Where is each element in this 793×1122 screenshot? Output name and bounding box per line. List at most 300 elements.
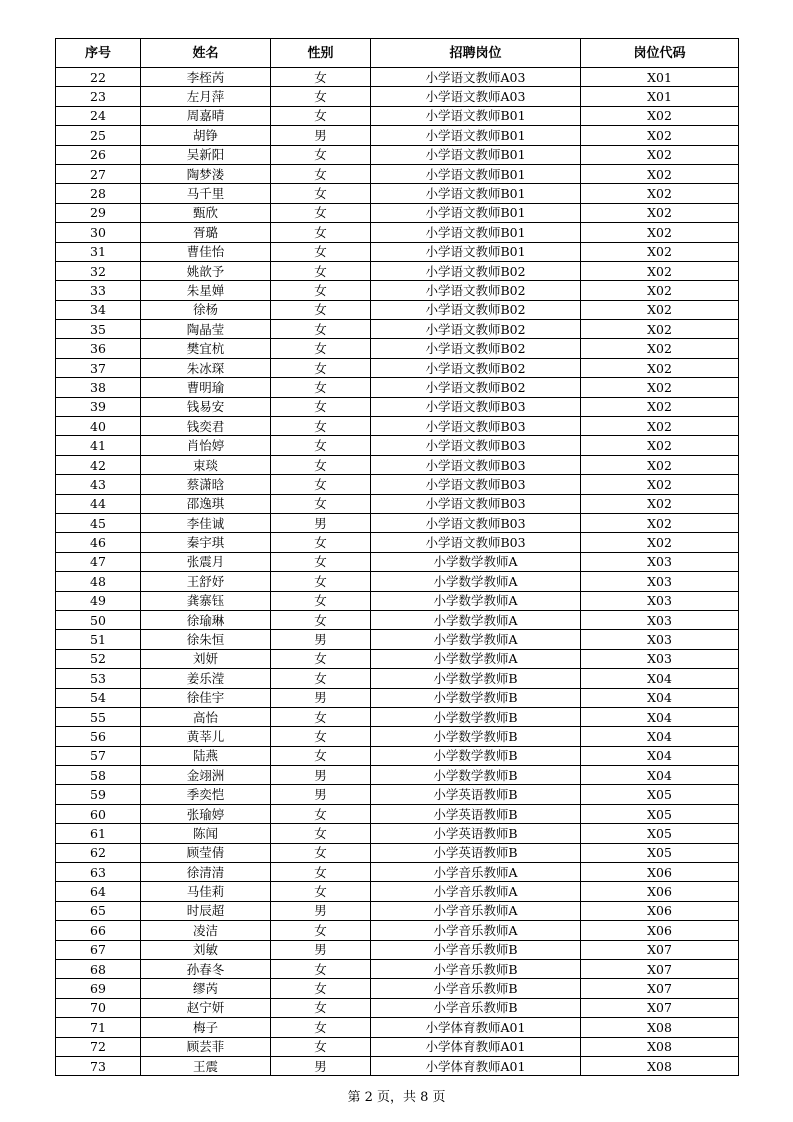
cell-code: X03: [581, 591, 739, 610]
header-gender: 性别: [271, 39, 371, 68]
cell-position: 小学数学教师B: [371, 727, 581, 746]
cell-gender: 女: [271, 804, 371, 823]
cell-position: 小学音乐教师B: [371, 959, 581, 978]
cell-code: X02: [581, 320, 739, 339]
cell-name: 张震月: [141, 552, 271, 571]
cell-code: X02: [581, 475, 739, 494]
cell-name: 马千里: [141, 184, 271, 203]
cell-gender: 女: [271, 203, 371, 222]
cell-seq: 29: [56, 203, 141, 222]
cell-seq: 52: [56, 649, 141, 668]
table-row: [56, 436, 739, 455]
cell-gender: 女: [271, 87, 371, 106]
cell-position: 小学体育教师A01: [371, 1056, 581, 1075]
cell-name: 陶梦溇: [141, 164, 271, 183]
table-row: [56, 669, 739, 688]
cell-position: 小学英语教师B: [371, 804, 581, 823]
cell-seq: 66: [56, 921, 141, 940]
cell-position: 小学语文教师B03: [371, 397, 581, 416]
cell-position: 小学语文教师B03: [371, 436, 581, 455]
table-row: [56, 610, 739, 629]
table-row: [56, 959, 739, 978]
cell-seq: 53: [56, 669, 141, 688]
cell-gender: 女: [271, 281, 371, 300]
cell-gender: 女: [271, 533, 371, 552]
cell-position: 小学语文教师B01: [371, 223, 581, 242]
header-row: [56, 39, 739, 68]
cell-seq: 63: [56, 863, 141, 882]
table-row: [56, 261, 739, 280]
table-row: [56, 145, 739, 164]
cell-name: 左月萍: [141, 87, 271, 106]
cell-name: 王舒妤: [141, 572, 271, 591]
table-row: [56, 242, 739, 261]
cell-name: 徐瑜琳: [141, 610, 271, 629]
cell-gender: 女: [271, 552, 371, 571]
cell-position: 小学语文教师A03: [371, 87, 581, 106]
cell-position: 小学英语教师B: [371, 785, 581, 804]
cell-name: 徐清清: [141, 863, 271, 882]
cell-position: 小学语文教师B02: [371, 339, 581, 358]
cell-gender: 女: [271, 843, 371, 862]
cell-position: 小学语文教师B02: [371, 378, 581, 397]
table-row: [56, 475, 739, 494]
cell-seq: 33: [56, 281, 141, 300]
cell-name: 赵宁妍: [141, 998, 271, 1017]
cell-position: 小学语文教师B01: [371, 164, 581, 183]
table-row: [56, 785, 739, 804]
cell-name: 季奕恺: [141, 785, 271, 804]
cell-code: X02: [581, 417, 739, 436]
cell-position: 小学数学教师B: [371, 688, 581, 707]
table-row: [56, 300, 739, 319]
cell-code: X01: [581, 87, 739, 106]
cell-gender: 女: [271, 320, 371, 339]
cell-gender: 女: [271, 145, 371, 164]
cell-gender: 女: [271, 882, 371, 901]
table-row: [56, 164, 739, 183]
cell-seq: 30: [56, 223, 141, 242]
cell-code: X06: [581, 901, 739, 920]
cell-position: 小学语文教师B01: [371, 203, 581, 222]
cell-seq: 59: [56, 785, 141, 804]
cell-position: 小学语文教师B03: [371, 475, 581, 494]
cell-gender: 女: [271, 669, 371, 688]
cell-position: 小学音乐教师B: [371, 940, 581, 959]
cell-code: X02: [581, 145, 739, 164]
cell-seq: 51: [56, 630, 141, 649]
cell-position: 小学音乐教师A: [371, 882, 581, 901]
cell-code: X05: [581, 843, 739, 862]
cell-name: 胥璐: [141, 223, 271, 242]
table-row: [56, 397, 739, 416]
cell-gender: 女: [271, 921, 371, 940]
cell-name: 黄莘儿: [141, 727, 271, 746]
cell-position: 小学数学教师B: [371, 669, 581, 688]
cell-position: 小学语文教师B03: [371, 417, 581, 436]
cell-position: 小学语文教师B02: [371, 358, 581, 377]
table-row: [56, 863, 739, 882]
cell-position: 小学语文教师A03: [371, 68, 581, 87]
cell-code: X05: [581, 824, 739, 843]
cell-gender: 女: [271, 591, 371, 610]
cell-name: 钱奕君: [141, 417, 271, 436]
table-row: [56, 591, 739, 610]
table-row: [56, 358, 739, 377]
cell-position: 小学语文教师B03: [371, 533, 581, 552]
table-row: [56, 417, 739, 436]
cell-seq: 54: [56, 688, 141, 707]
cell-code: X02: [581, 164, 739, 183]
cell-seq: 26: [56, 145, 141, 164]
cell-gender: 男: [271, 126, 371, 145]
table-row: [56, 378, 739, 397]
table-row: [56, 87, 739, 106]
table-row: [56, 707, 739, 726]
table-row: [56, 339, 739, 358]
cell-seq: 25: [56, 126, 141, 145]
cell-code: X02: [581, 242, 739, 261]
cell-position: 小学语文教师B03: [371, 455, 581, 474]
cell-seq: 38: [56, 378, 141, 397]
cell-name: 朱星婵: [141, 281, 271, 300]
cell-position: 小学音乐教师B: [371, 979, 581, 998]
cell-code: X08: [581, 1018, 739, 1037]
cell-seq: 62: [56, 843, 141, 862]
cell-position: 小学数学教师A: [371, 591, 581, 610]
cell-name: 胡铮: [141, 126, 271, 145]
cell-gender: 女: [271, 164, 371, 183]
cell-seq: 23: [56, 87, 141, 106]
table-row: [56, 727, 739, 746]
table-row: [56, 203, 739, 222]
cell-name: 姜乐滢: [141, 669, 271, 688]
cell-name: 高怡: [141, 707, 271, 726]
table-row: [56, 746, 739, 765]
cell-name: 甄欣: [141, 203, 271, 222]
cell-position: 小学数学教师B: [371, 766, 581, 785]
table-row: [56, 572, 739, 591]
cell-name: 凌洁: [141, 921, 271, 940]
cell-name: 朱冰琛: [141, 358, 271, 377]
cell-code: X01: [581, 68, 739, 87]
cell-code: X02: [581, 378, 739, 397]
cell-gender: 女: [271, 300, 371, 319]
table-row: [56, 766, 739, 785]
cell-seq: 48: [56, 572, 141, 591]
cell-name: 钱易安: [141, 397, 271, 416]
cell-code: X02: [581, 533, 739, 552]
cell-gender: 女: [271, 242, 371, 261]
cell-seq: 69: [56, 979, 141, 998]
cell-code: X06: [581, 921, 739, 940]
table-row: [56, 68, 739, 87]
table-row: [56, 649, 739, 668]
cell-position: 小学英语教师B: [371, 824, 581, 843]
cell-gender: 男: [271, 785, 371, 804]
cell-seq: 50: [56, 610, 141, 629]
cell-name: 周嘉晴: [141, 106, 271, 125]
cell-gender: 女: [271, 106, 371, 125]
cell-position: 小学语文教师B01: [371, 184, 581, 203]
header-position: 招聘岗位: [371, 39, 581, 68]
cell-seq: 22: [56, 68, 141, 87]
cell-seq: 27: [56, 164, 141, 183]
cell-code: X03: [581, 572, 739, 591]
cell-name: 李佳诚: [141, 513, 271, 532]
cell-seq: 37: [56, 358, 141, 377]
cell-seq: 42: [56, 455, 141, 474]
cell-code: X02: [581, 300, 739, 319]
cell-name: 樊宜杭: [141, 339, 271, 358]
cell-gender: 女: [271, 475, 371, 494]
cell-seq: 61: [56, 824, 141, 843]
cell-seq: 71: [56, 1018, 141, 1037]
table-row: [56, 494, 739, 513]
cell-code: X02: [581, 184, 739, 203]
cell-position: 小学数学教师A: [371, 572, 581, 591]
cell-code: X06: [581, 882, 739, 901]
cell-seq: 58: [56, 766, 141, 785]
cell-code: X07: [581, 979, 739, 998]
cell-position: 小学语文教师B01: [371, 145, 581, 164]
cell-code: X04: [581, 669, 739, 688]
cell-name: 肖怡婷: [141, 436, 271, 455]
cell-position: 小学数学教师B: [371, 746, 581, 765]
cell-position: 小学数学教师A: [371, 649, 581, 668]
cell-seq: 64: [56, 882, 141, 901]
table-row: [56, 552, 739, 571]
table-row: [56, 979, 739, 998]
cell-name: 孙春冬: [141, 959, 271, 978]
cell-position: 小学音乐教师B: [371, 998, 581, 1017]
cell-name: 徐杨: [141, 300, 271, 319]
cell-gender: 女: [271, 746, 371, 765]
cell-gender: 男: [271, 630, 371, 649]
cell-position: 小学体育教师A01: [371, 1037, 581, 1056]
roster-table: [55, 38, 739, 1076]
table-row: [56, 281, 739, 300]
table-row: [56, 1037, 739, 1056]
cell-position: 小学语文教师B03: [371, 513, 581, 532]
cell-name: 马佳莉: [141, 882, 271, 901]
cell-name: 邵逸琪: [141, 494, 271, 513]
cell-code: X02: [581, 513, 739, 532]
page-footer: 第 2 页，共 8 页: [347, 1090, 446, 1105]
cell-code: X02: [581, 397, 739, 416]
cell-code: X04: [581, 727, 739, 746]
cell-code: X03: [581, 610, 739, 629]
cell-gender: 女: [271, 572, 371, 591]
cell-position: 小学音乐教师A: [371, 863, 581, 882]
cell-gender: 男: [271, 513, 371, 532]
cell-name: 刘妍: [141, 649, 271, 668]
roster-body: [56, 68, 739, 1076]
cell-code: X04: [581, 688, 739, 707]
table-row: [56, 1056, 739, 1075]
cell-gender: 男: [271, 901, 371, 920]
table-row: [56, 824, 739, 843]
cell-gender: 女: [271, 1018, 371, 1037]
table-row: [56, 804, 739, 823]
cell-gender: 女: [271, 1037, 371, 1056]
cell-gender: 男: [271, 940, 371, 959]
cell-code: X05: [581, 785, 739, 804]
table-row: [56, 533, 739, 552]
cell-code: X02: [581, 261, 739, 280]
table-row: [56, 688, 739, 707]
cell-seq: 57: [56, 746, 141, 765]
cell-seq: 32: [56, 261, 141, 280]
cell-name: 缪芮: [141, 979, 271, 998]
cell-seq: 36: [56, 339, 141, 358]
cell-gender: 女: [271, 397, 371, 416]
cell-name: 吴新阳: [141, 145, 271, 164]
cell-code: X07: [581, 998, 739, 1017]
cell-position: 小学语文教师B01: [371, 126, 581, 145]
cell-gender: 女: [271, 68, 371, 87]
cell-gender: 女: [271, 223, 371, 242]
cell-gender: 女: [271, 727, 371, 746]
cell-seq: 67: [56, 940, 141, 959]
cell-code: X06: [581, 863, 739, 882]
cell-name: 徐朱恒: [141, 630, 271, 649]
header-seq: 序号: [56, 39, 141, 68]
cell-name: 束琰: [141, 455, 271, 474]
cell-gender: 女: [271, 707, 371, 726]
cell-gender: 女: [271, 455, 371, 474]
cell-code: X02: [581, 203, 739, 222]
cell-seq: 73: [56, 1056, 141, 1075]
cell-seq: 60: [56, 804, 141, 823]
cell-name: 李桎芮: [141, 68, 271, 87]
table-row: [56, 106, 739, 125]
cell-name: 曹佳怡: [141, 242, 271, 261]
cell-seq: 45: [56, 513, 141, 532]
cell-name: 顾芸菲: [141, 1037, 271, 1056]
table-row: [56, 455, 739, 474]
table-row: [56, 882, 739, 901]
table-row: [56, 513, 739, 532]
table-row: [56, 1018, 739, 1037]
cell-position: 小学语文教师B02: [371, 281, 581, 300]
cell-gender: 男: [271, 688, 371, 707]
cell-seq: 55: [56, 707, 141, 726]
cell-seq: 28: [56, 184, 141, 203]
cell-seq: 72: [56, 1037, 141, 1056]
cell-position: 小学英语教师B: [371, 843, 581, 862]
cell-code: X02: [581, 339, 739, 358]
table-row: [56, 126, 739, 145]
table-row: [56, 320, 739, 339]
cell-code: X02: [581, 281, 739, 300]
cell-position: 小学语文教师B01: [371, 106, 581, 125]
cell-seq: 44: [56, 494, 141, 513]
cell-gender: 女: [271, 436, 371, 455]
cell-gender: 男: [271, 766, 371, 785]
cell-seq: 34: [56, 300, 141, 319]
cell-code: X03: [581, 649, 739, 668]
table-row: [56, 223, 739, 242]
cell-code: X02: [581, 223, 739, 242]
header-name: 姓名: [141, 39, 271, 68]
cell-seq: 70: [56, 998, 141, 1017]
cell-name: 时辰超: [141, 901, 271, 920]
cell-code: X04: [581, 707, 739, 726]
cell-gender: 女: [271, 184, 371, 203]
cell-code: X02: [581, 126, 739, 145]
cell-name: 梅子: [141, 1018, 271, 1037]
cell-position: 小学数学教师A: [371, 630, 581, 649]
header-code: 岗位代码: [581, 39, 739, 68]
cell-gender: 女: [271, 378, 371, 397]
cell-seq: 31: [56, 242, 141, 261]
cell-position: 小学语文教师B02: [371, 261, 581, 280]
table-row: [56, 998, 739, 1017]
cell-position: 小学数学教师A: [371, 552, 581, 571]
cell-gender: 女: [271, 261, 371, 280]
cell-position: 小学数学教师B: [371, 707, 581, 726]
cell-name: 姚歆予: [141, 261, 271, 280]
cell-name: 龚寨钰: [141, 591, 271, 610]
cell-seq: 43: [56, 475, 141, 494]
cell-code: X02: [581, 455, 739, 474]
table-row: [56, 630, 739, 649]
table-row: [56, 901, 739, 920]
cell-position: 小学语文教师B01: [371, 242, 581, 261]
cell-code: X04: [581, 746, 739, 765]
cell-code: X08: [581, 1056, 739, 1075]
cell-name: 陆燕: [141, 746, 271, 765]
cell-gender: 女: [271, 649, 371, 668]
cell-seq: 68: [56, 959, 141, 978]
cell-seq: 46: [56, 533, 141, 552]
cell-code: X08: [581, 1037, 739, 1056]
cell-code: X05: [581, 804, 739, 823]
cell-name: 秦宇琪: [141, 533, 271, 552]
table-row: [56, 843, 739, 862]
cell-code: X02: [581, 358, 739, 377]
cell-code: X04: [581, 766, 739, 785]
table-row: [56, 921, 739, 940]
cell-code: X07: [581, 959, 739, 978]
cell-gender: 女: [271, 610, 371, 629]
cell-code: X03: [581, 630, 739, 649]
cell-name: 张瑜婷: [141, 804, 271, 823]
cell-gender: 女: [271, 417, 371, 436]
cell-gender: 女: [271, 959, 371, 978]
cell-seq: 56: [56, 727, 141, 746]
cell-position: 小学音乐教师A: [371, 901, 581, 920]
cell-name: 蔡潇晗: [141, 475, 271, 494]
cell-seq: 24: [56, 106, 141, 125]
cell-seq: 39: [56, 397, 141, 416]
cell-code: X07: [581, 940, 739, 959]
cell-gender: 女: [271, 358, 371, 377]
cell-position: 小学语文教师B02: [371, 300, 581, 319]
cell-position: 小学语文教师B03: [371, 494, 581, 513]
cell-seq: 41: [56, 436, 141, 455]
cell-gender: 女: [271, 339, 371, 358]
cell-seq: 65: [56, 901, 141, 920]
cell-seq: 35: [56, 320, 141, 339]
cell-position: 小学语文教师B02: [371, 320, 581, 339]
cell-gender: 女: [271, 998, 371, 1017]
table-row: [56, 184, 739, 203]
cell-seq: 40: [56, 417, 141, 436]
cell-name: 陈闻: [141, 824, 271, 843]
cell-code: X02: [581, 106, 739, 125]
